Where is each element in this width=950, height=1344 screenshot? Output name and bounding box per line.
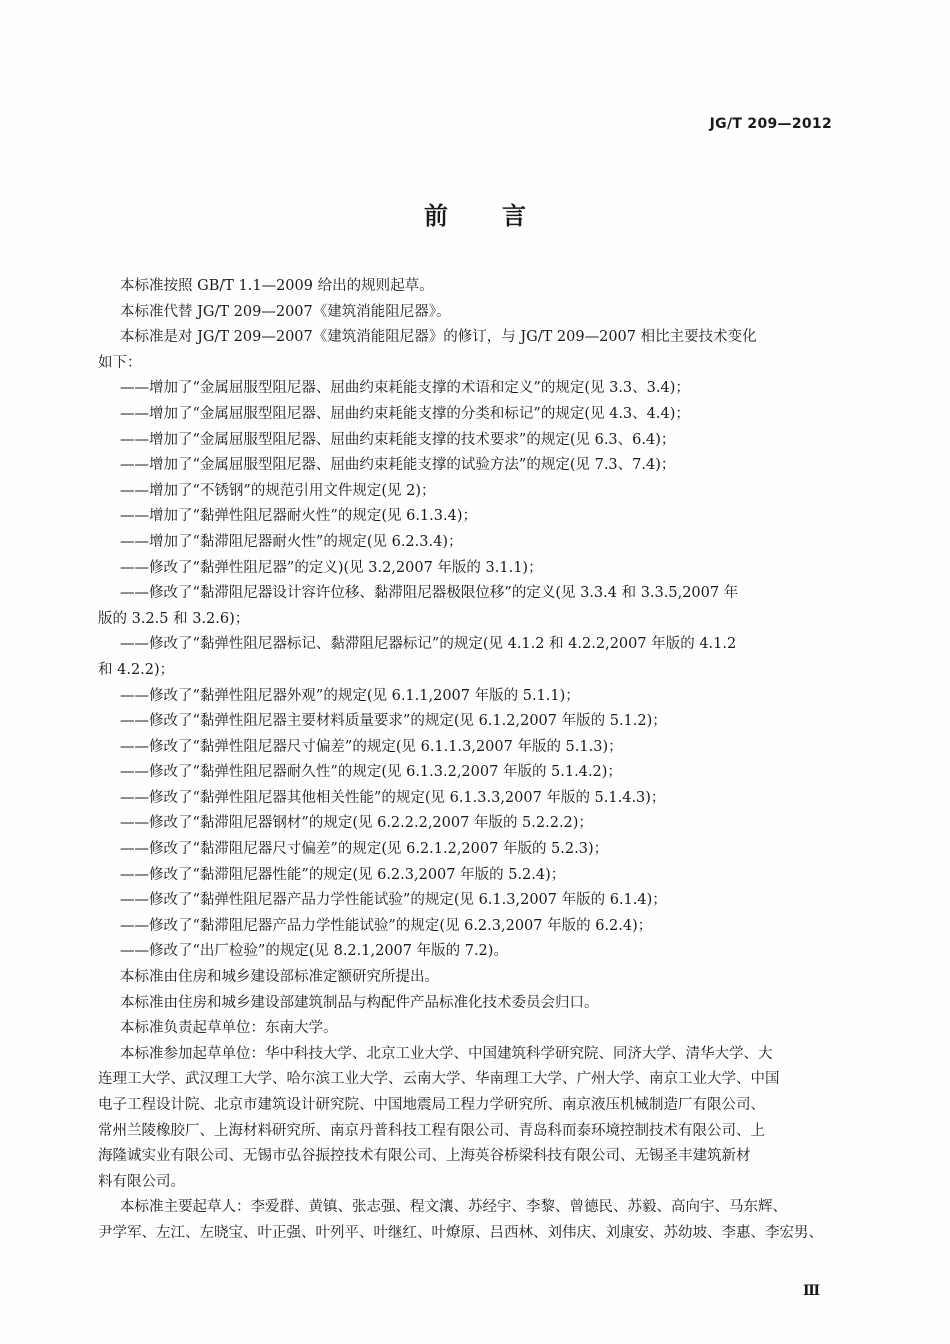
list-item: ——修改了“黏弹性阻尼器主要材料质量要求”的规定(见 6.1.2,2007 年版的 5.1.2)； xyxy=(120,713,667,730)
list-item: ——修改了“黏滞阻尼器尺寸偏差”的规定(见 6.2.1.2,2007 年版的 5.2.3)； xyxy=(120,841,609,858)
paragraph-managed-by: 本标准由住房和城乡建设部建筑制品与构配件产品标准化技术委员会归口。 xyxy=(120,994,599,1011)
list-item: ——修改了“黏滞阻尼器产品力学性能试验”的规定(见 6.2.3,2007 年版的 6.2.4)； xyxy=(120,917,653,934)
drafters-line: 尹学军、左江、左晓宝、叶正强、叶列平、叶继红、叶燎原、吕西林、刘伟庆、刘康安、苏幼坡、李惠、李宏男、 xyxy=(98,1224,823,1241)
list-item: ——修改了“黏滞阻尼器钢材”的规定(见 6.2.2.2,2007 年版的 5.2.2.2)； xyxy=(120,815,593,832)
participants-line: 连理工大学、武汉理工大学、哈尔滨工业大学、云南大学、华南理工大学、广州大学、南京工业大学、中国 xyxy=(98,1071,780,1088)
paragraph-drafting-rules: 本标准按照 GB/T 1.1—2009 给出的规则起草。 xyxy=(120,278,434,294)
list-item: ——增加了“金属屈服型阻尼器、屈曲约束耗能支撑的技术要求”的规定(见 6.3、6.4)； xyxy=(120,431,676,448)
paragraph-proposed-by: 本标准由住房和城乡建设部标准定额研究所提出。 xyxy=(120,969,439,986)
list-item: ——增加了“黏滞阻尼器耐火性”的规定(见 6.2.3.4)； xyxy=(120,533,463,550)
changes-list xyxy=(98,376,834,965)
list-item: ——修改了“黏滞阻尼器性能”的规定(见 6.2.3,2007 年版的 5.2.4)； xyxy=(120,866,566,883)
list-item: ——修改了“黏弹性阻尼器尺寸偏差”的规定(见 6.1.1.3,2007 年版的 5.1.3)； xyxy=(120,738,623,755)
list-item: ——增加了“金属屈服型阻尼器、屈曲约束耗能支撑的分类和标记”的规定(见 4.3、4.4)； xyxy=(120,405,690,422)
paragraph-revision-intro-cont: 如下： xyxy=(98,354,142,371)
list-item: ——增加了“金属屈服型阻尼器、屈曲约束耗能支撑的试验方法”的规定(见 7.3、7.4)； xyxy=(120,457,676,474)
list-item: ——增加了“不锈钢”的规范引用文件规定(见 2)； xyxy=(120,482,436,499)
list-item: ——修改了“黏弹性阻尼器其他相关性能”的规定(见 6.1.3.3,2007 年版的 5.1.4.3)； xyxy=(120,789,666,806)
list-item: ——修改了“黏弹性阻尼器耐久性”的规定(见 6.1.3.2,2007 年版的 5.1.4.2)； xyxy=(120,764,622,781)
page-number: Ⅲ xyxy=(802,1283,820,1299)
list-item-continuation: 版的 3.2.5 和 3.2.6)； xyxy=(98,610,250,627)
participants-line: 常州兰陵橡胶厂、上海材料研究所、南京丹普科技工程有限公司、青岛科而泰环境控制技术有限公司、上 xyxy=(98,1122,765,1139)
participants-line: 电子工程设计院、北京市建筑设计研究院、中国地震局工程力学研究所、南京液压机械制造厂有限公司、 xyxy=(98,1097,765,1113)
participants-paragraph xyxy=(98,1042,834,1196)
drafters-paragraph xyxy=(98,1195,834,1246)
list-item: ——修改了“黏弹性阻尼器外观”的规定(见 6.1.1,2007 年版的 5.1.1)； xyxy=(120,687,580,704)
list-item: ——增加了“金属屈服型阻尼器、屈曲约束耗能支撑的术语和定义”的规定(见 3.3、3.4)； xyxy=(120,380,690,397)
list-item: ——修改了“出厂检验”的规定(见 8.2.1,2007 年版的 7.2)。 xyxy=(120,943,508,960)
participants-line: 本标准参加起草单位：华中科技大学、北京工业大学、中国建筑科学研究院、同济大学、清华大学、大 xyxy=(120,1045,773,1062)
page-title: 前言 xyxy=(424,202,580,230)
paragraph-revision-intro: 本标准是对 JG/T 209—2007《建筑消能阻尼器》的修订，与 JG/T 209—2007 相比主要技术变化 xyxy=(120,329,757,346)
participants-line: 海隆诚实业有限公司、无锡市弘谷振控技术有限公司、上海英谷桥梁科技有限公司、无锡圣丰建筑新材 xyxy=(98,1148,751,1165)
list-item: ——修改了“黏滞阻尼器设计容许位移、黏滞阻尼器极限位移”的定义(见 3.3.4 和 3.3.5,2007 年 xyxy=(120,585,739,602)
paragraph-lead-drafter: 本标准负责起草单位：东南大学。 xyxy=(120,1020,338,1037)
drafters-line: 本标准主要起草人：李爱群、黄镇、张志强、程文瀼、苏经宇、李黎、曾德民、苏毅、高向宇、马东辉、 xyxy=(120,1199,787,1216)
list-item: ——增加了“黏弹性阻尼器耐火性”的规定(见 6.1.3.4)； xyxy=(120,508,477,525)
list-item: ——修改了“黏弹性阻尼器标记、黏滞阻尼器标记”的规定(见 4.1.2 和 4.2.2,2007 年版的 4.1.2 xyxy=(120,636,737,653)
list-item-continuation: 和 4.2.2)； xyxy=(98,661,175,678)
participants-line: 料有限公司。 xyxy=(98,1173,185,1190)
list-item: ——修改了“黏弹性阻尼器”的定义)(见 3.2,2007 年版的 3.1.1)； xyxy=(120,559,543,576)
paragraph-replaces: 本标准代替 JG/T 209—2007《建筑消能阻尼器》。 xyxy=(120,303,451,320)
body-text xyxy=(98,274,834,1247)
standard-code: JG/T 209—2012 xyxy=(709,116,832,132)
list-item: ——修改了“黏弹性阻尼器产品力学性能试验”的规定(见 6.1.3,2007 年版的 6.1.4)； xyxy=(120,892,667,909)
